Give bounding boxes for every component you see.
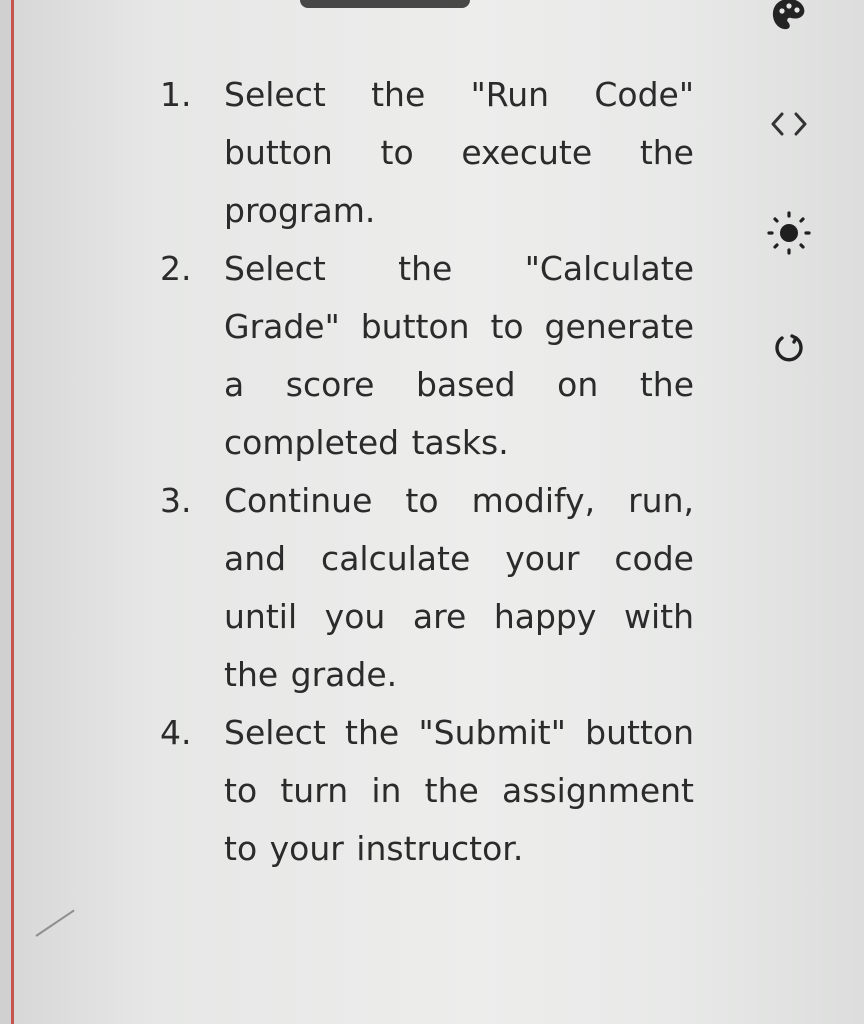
palette-icon[interactable] <box>762 0 816 42</box>
code-brackets-icon[interactable] <box>762 97 816 151</box>
reset-glyph <box>768 328 810 370</box>
step-number: 1. <box>160 75 192 114</box>
editor-panel-edge <box>0 0 14 1024</box>
sun-icon[interactable] <box>762 206 816 260</box>
step-text: Select the "Run Code" button to execute the program. <box>224 75 694 230</box>
step-number: 3. <box>160 481 192 520</box>
reset-icon[interactable] <box>762 322 816 376</box>
code-brackets-glyph <box>765 107 813 141</box>
step-text: Select the "Calculate Grade" button to generate a score based on the completed tasks. <box>224 249 694 462</box>
palette-icon-glyph <box>768 0 810 36</box>
instruction-step-1 <box>160 66 700 240</box>
screen-scratch <box>35 909 74 936</box>
sun-glyph <box>764 208 814 258</box>
step-number: 2. <box>160 249 192 288</box>
cropped-heading <box>300 0 470 8</box>
instruction-list <box>160 66 700 878</box>
instruction-step-2 <box>160 240 700 472</box>
step-number: 4. <box>160 713 192 752</box>
side-toolbar <box>740 0 840 1024</box>
step-text: Select the "Submit" button to turn in the assignment to your instructor. <box>224 713 694 868</box>
instruction-step-4 <box>160 704 700 878</box>
instruction-step-3 <box>160 472 700 704</box>
step-text: Continue to modify, run, and calculate your code until you are happy with the grade. <box>224 481 694 694</box>
